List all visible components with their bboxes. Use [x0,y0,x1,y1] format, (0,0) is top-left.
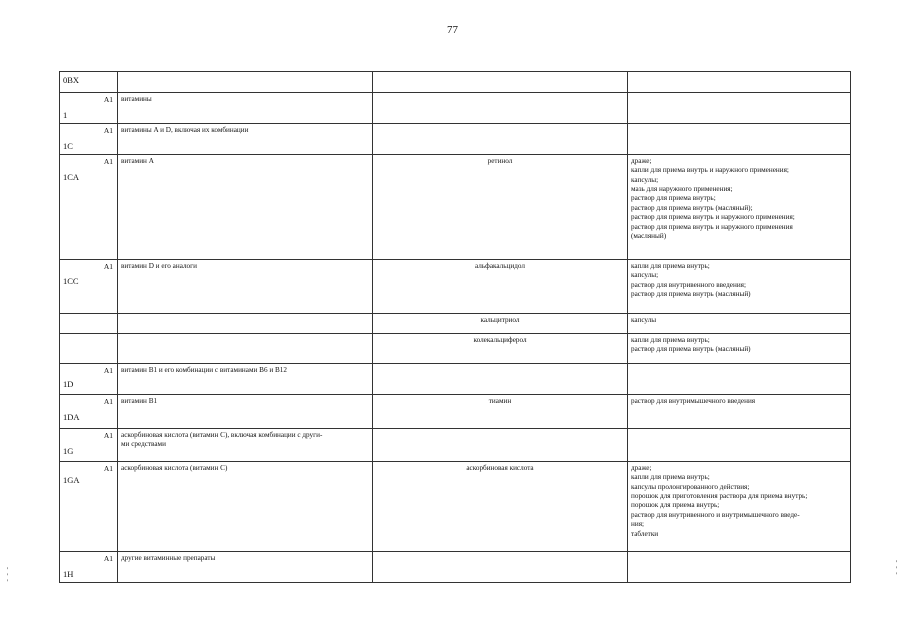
group-name-cell: витамин D и его аналоги [118,260,373,314]
code-cell [60,334,118,364]
group-name-cell: витамин B1 [118,395,373,429]
level-label: A1 [103,366,113,375]
inn-cell [373,552,628,583]
header-inn-cell [373,72,628,93]
table-row [60,364,851,395]
code-cell [60,93,118,124]
table-row [60,395,851,429]
group-name-cell: другие витаминные препараты [118,552,373,583]
atc-code: 1CA [63,172,80,182]
inn-cell: ретинол [373,155,628,260]
table-row [60,334,851,364]
level-label: A1 [103,126,113,135]
code-cell [60,124,118,155]
dosage-form-cell: драже; капли для приема внутрь; капсулы пролонгированного действия; порошок для приготовления раствора для приема внутрь; порошок для приема внутрь; раствор для внутривенного и внутримышечного введе- ния; таблетки [628,462,851,552]
table-row [60,93,851,124]
inn-cell: аскорбиновая кислота [373,462,628,552]
right-margin-mark: - - - [893,560,901,576]
table-row [60,314,851,334]
group-name-cell: витамины [118,93,373,124]
group-name-cell [118,314,373,334]
left-margin-mark: - - - [4,567,12,583]
code-cell [60,364,118,395]
table-row [60,462,851,552]
table-row [60,260,851,314]
group-name-cell: витамины A и D, включая их комбинации [118,124,373,155]
level-label: A1 [103,95,113,104]
inn-cell: альфакальцидол [373,260,628,314]
atc-code: 1GA [63,475,80,485]
level-label: A1 [103,157,113,166]
level-label: A1 [103,262,113,271]
table-row [60,155,851,260]
level-label: A1 [103,554,113,563]
code-cell [60,260,118,314]
level-label: A1 [103,464,113,473]
atc-code: 1DA [63,412,80,422]
dosage-form-cell: раствор для внутримышечного введения [628,395,851,429]
code-cell [60,429,118,462]
dosage-form-cell: капсулы [628,314,851,334]
level-label: A1 [103,431,113,440]
header-code-cell: 0BX [60,72,118,93]
dosage-form-cell: капли для приема внутрь; раствор для приема внутрь (масляный) [628,334,851,364]
level-label: A1 [103,397,113,406]
header-name-cell [118,72,373,93]
header-form-cell [628,72,851,93]
group-name-cell: витамин B1 и его комбинации с витаминами B6 и B12 [118,364,373,395]
atc-code: 1 [63,110,68,120]
code-cell [60,395,118,429]
table-header-row [60,72,851,93]
inn-cell: колекальциферол [373,334,628,364]
atc-code: 1D [63,379,74,389]
code-cell [60,462,118,552]
group-name-cell: витамин A [118,155,373,260]
inn-cell [373,124,628,155]
inn-cell [373,93,628,124]
dosage-form-cell [628,429,851,462]
group-name-cell: аскорбиновая кислота (витамин C), включая комбинации с други- ми средствами [118,429,373,462]
atc-code: 1G [63,446,74,456]
dosage-form-cell [628,93,851,124]
inn-cell [373,429,628,462]
atc-code: 1H [63,569,74,579]
table-row [60,552,851,583]
inn-cell [373,364,628,395]
group-name-cell: аскорбиновая кислота (витамин C) [118,462,373,552]
dosage-form-cell [628,552,851,583]
dosage-form-cell [628,364,851,395]
dosage-form-cell [628,124,851,155]
inn-cell: кальцитриол [373,314,628,334]
inn-cell: тиамин [373,395,628,429]
code-cell [60,155,118,260]
table-row [60,124,851,155]
dosage-form-cell: капли для приема внутрь; капсулы; раствор для внутривенного введения; раствор для приема внутрь (масляный) [628,260,851,314]
code-cell [60,314,118,334]
page-number: 77 [447,24,458,36]
atc-code: 1C [63,141,73,151]
code-cell [60,552,118,583]
atc-code: 1CC [63,276,79,286]
table-row [60,429,851,462]
drug-table [59,71,851,583]
group-name-cell [118,334,373,364]
dosage-form-cell: драже; капли для приема внутрь и наружного применения; капсулы; мазь для наружного применения; раствор для приема внутрь; раствор для приема внутрь (масляный); раствор для приема внутрь и наружного применения; раствор для приема внутрь и наружного применения (масляный) [628,155,851,260]
